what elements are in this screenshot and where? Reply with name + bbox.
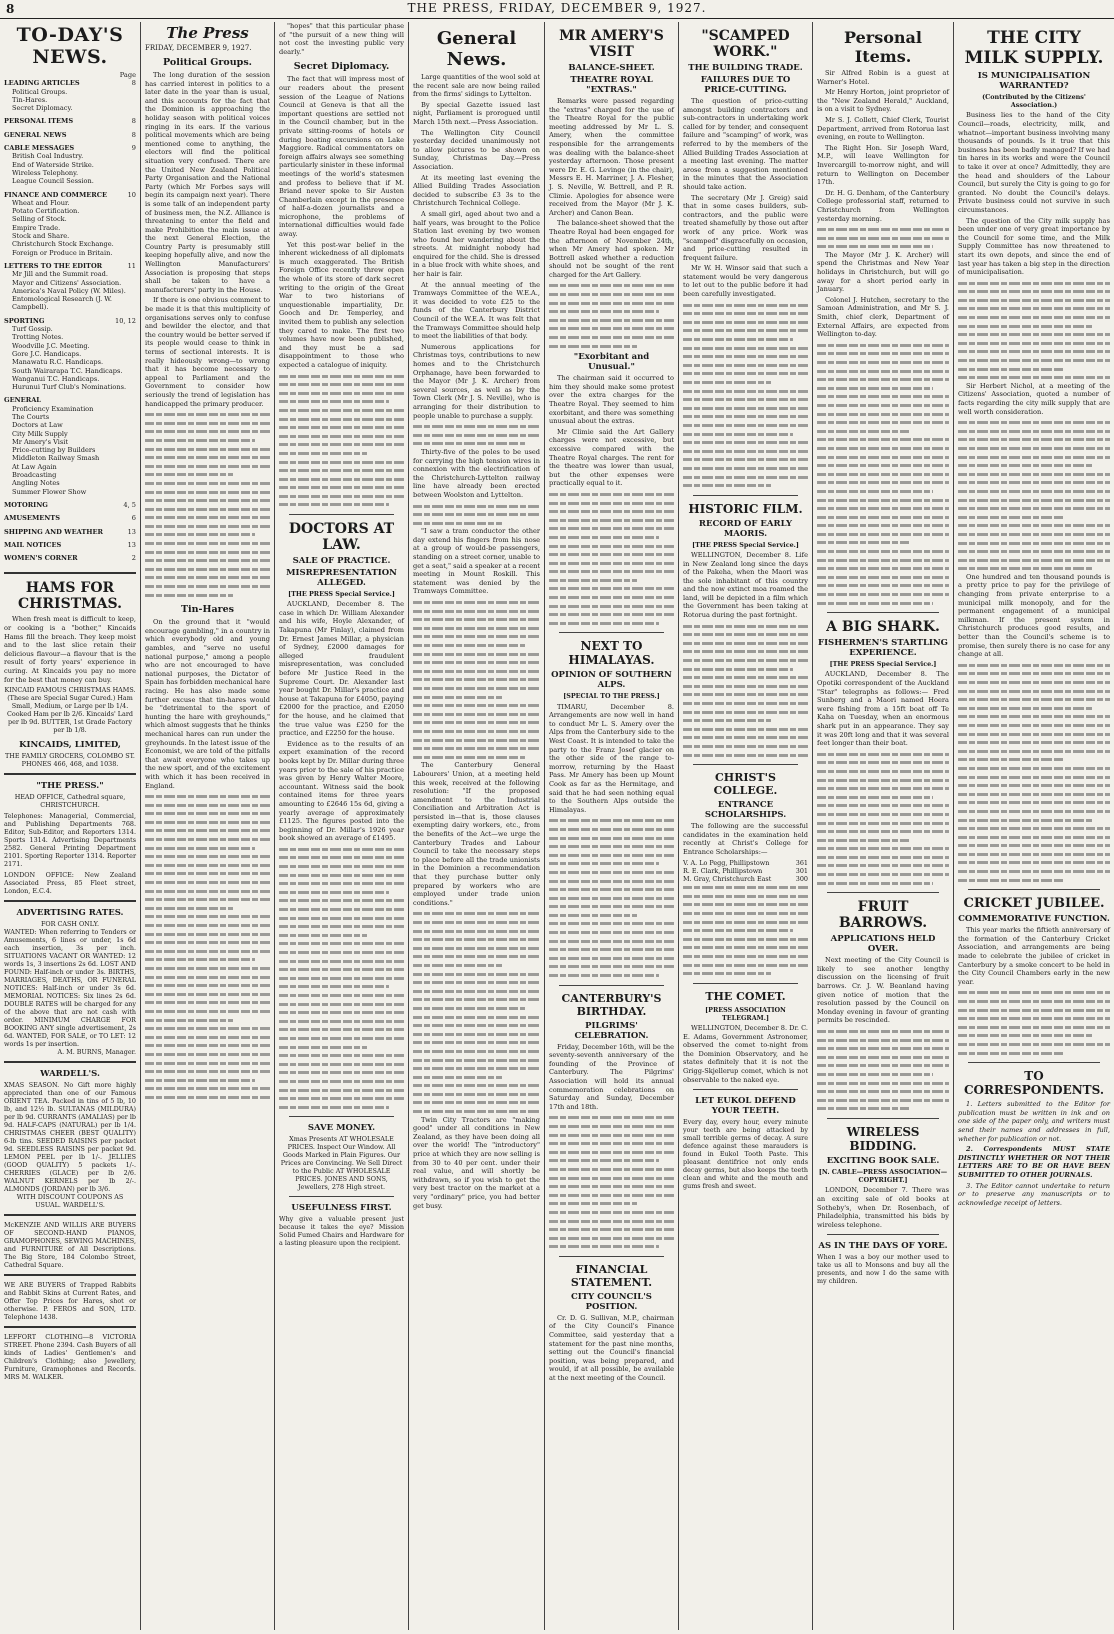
wireless-bidding-special: [N. CABLE—PRESS ASSOCIATION—COPYRIGHT.]: [818, 1167, 948, 1185]
personal-item: Colonel J. Hutchen, secretary to the Samoan Administration, and Mr S. J. Smith, chief clerk, Department of External Affairs, are expected from Wellington to-day.: [817, 295, 949, 339]
wardell-text: XMAS SEASON. No Gift more highly appreciated than one of our Famous ORIENT TEA. Packed in tins of 5 lb, 10 lb, and 12½ lb. SULTANAS (MILDURA) per lb 9d. CURRANTS (AMALIAS) per lb 9d. HALF-CAPS (NATURAL) per lb 1/4. CHRISTMAS CHEER (BEST QUALITY) 6-lb tins. SEEDED RAISINS per packet 9d. SEEDLESS RAISINS per packet 9d. LEMON PEEL per lb 1/-. JELLIES (GOOD QUALITY) 5 packets 1/-. CHERRIES (GLACE) per lb 2/6. WALNUT KERNELS per lb 2/-. ALMONDS (JORDAN) per lb 3/6.: [4, 1081, 136, 1194]
index-section-label: MAIL NOTICES: [4, 540, 62, 549]
article-para: The chairman said it occurred to him they should make some protest over the extra charges for the Theatre Royal. They seemed to him exorbitant, and there was something unusual about the extras.: [549, 374, 674, 426]
usefulness-ad-title: USEFULNESS FIRST.: [291, 1203, 392, 1214]
index-subitem: Christchurch Stock Exchange.: [12, 240, 114, 249]
index-section: [4, 554, 136, 562]
index-subitem: Empire Trade.: [12, 223, 61, 232]
personal-item: The Right Hon. Sir Joseph Ward, M.P., will leave Wellington for Invercargill to-morrow night, and will return to Wellington on December 17th.: [817, 143, 949, 187]
index-section-label: MOTORING: [4, 500, 48, 509]
eukol-ad-title: LET EUKOL DEFEND YOUR TEETH.: [695, 1096, 796, 1117]
index-section-label: SPORTING: [4, 316, 45, 325]
index-subitem: Middleton Railway Smash: [12, 454, 100, 463]
doctors-special: [THE PRESS Special Service.]: [288, 590, 395, 599]
index-subitem: Political Groups.: [12, 87, 68, 96]
index-section-label: PERSONAL ITEMS: [4, 117, 74, 126]
index-subitem: League Council Session.: [12, 177, 94, 186]
index-subitem: End of Waterside Strike.: [12, 160, 94, 169]
comet-headline: THE COMET.: [705, 989, 786, 1003]
article-para: Next meeting of the City Council is likely to see another lengthy discussion on the licensing of fruit barrows. Cr. J. W. Beanland having given notice of motion that the resolution passed by the Council on Monday evening in favour of granting permits be rescinded.: [817, 956, 949, 1025]
article-para: Remarks were passed regarding the "extras" charged for the use of the Theatre Royal for the public meeting addressed by Mr L. S. Amery, when the committee responsible for the arrangements was dealing with the balance-sheet yesterday afternoon. Those present were Dr. E. G. Levinge (in the chair), Messrs E. H. Marriner, J. A. Flesher, J. S. Neville, W. Bettrell, and P. R. Climie. Apologies for absence were received from the Mayor (Mr J. K. Archer) and Canon Bean.: [549, 97, 674, 217]
article-para: The balance-sheet showed that the Theatre Royal had been engaged for the afternoon of November 24th, when Mr Amery had spoken. Mr Bottrell asked whether a reduction should not be sought of the rent charged for the Art Gallery.: [549, 219, 674, 279]
city-milk-sub: IS MUNICIPALISATION WARRANTED?: [977, 71, 1091, 91]
index-subitem: The Courts: [12, 412, 50, 421]
editorial-date: FRIDAY, DECEMBER 9, 1927.: [145, 44, 252, 52]
scamped-headline: "SCAMPED WORK.": [701, 28, 790, 60]
scholar-marks: 301: [795, 866, 808, 875]
index-subitem: Gore J.C. Handicaps.: [12, 349, 82, 358]
index-section-label: AMUSEMENTS: [4, 514, 60, 523]
personal-item: Sir Alfred Robin is a guest at Warner's Hotel.: [817, 69, 949, 86]
scholar-marks: 361: [795, 858, 808, 867]
news-item: Thirty-five of the poles to be used for carrying the high tension wires in connexion with the electrification of the Christchurch-Lyttelton railway line have already been erected between Woolston and Lyttelton.: [413, 447, 540, 499]
column-editorial-1: [140, 22, 274, 1630]
press-title: "THE PRESS.": [36, 781, 104, 792]
column-todays-news: [0, 22, 140, 1630]
editorial-para: The fact that will impress most of our readers about the present session of the League of Nations Council at Geneva is that all the important questions are settled not in the Council chamber, but in the private sitting-rooms of hotels or during boating excursions on Lake Maggiore. Radical commentators on foreign affairs always see something particularly sinister in these informal meetings of the world's statesmen and profess to believe that if M. Briand never spoke to Sir Austen Chamberlain except in the presence of half-a-dozen journalists and a microphone, the problems of international difficulties would fade away.: [279, 75, 404, 239]
article-para: The question of price-cutting amongst building contractors and sub-contractors in undertaking work called for by tender, and consequent failure and "scamping" of work, was referred to by the members of the Allied Building Trades Association at a meeting last evening. The matter arose from a suggestion mentioned in the minutes that the Association should take action.: [683, 97, 808, 191]
article-para: Sir Herbert Nichol, at a meeting of the Citizens' Association, quoted a number of facts regarding the city milk supply that are well worth consideration.: [958, 381, 1110, 416]
index-section-label: GENERAL NEWS: [4, 130, 67, 139]
index-subitem: Entomological Research (J. W. Campbell).: [12, 295, 113, 312]
index-subitem: Stock and Share.: [12, 232, 70, 241]
scholar-name: V. A. Lo Pegg, Phillipstown: [683, 858, 770, 867]
column-editorial-2: [274, 22, 408, 1630]
index-section-page: 4, 5: [123, 500, 136, 509]
index-section-page: 11: [127, 261, 136, 270]
editorial-head-political-groups: Political Groups.: [163, 57, 252, 68]
article-para: AUCKLAND, December 8. The case in which Dr. William Alexander and his wife, Hoyle Alexander, of Takapuna (Mr Finlay), claimed from Dr. Ernest James Millar, a physician of Sydney, £2000 damages for alleged fraudulent misrepresentation, was concluded before Mr Justice Reed in the Supreme Court. Dr. Alexander last year bought Dr. Millar's practice and house at Takapuna for £4050, paying £2000 for the practice, and £2050 for the house, and he claimed that the true value was £250 for the practice, and £2250 for the house.: [279, 600, 404, 738]
himalayas-headline: NEXT TO HIMALAYAS.: [568, 639, 655, 668]
scholarship-list: [683, 859, 808, 884]
news-item: At the annual meeting of the Tramways Committee of the W.E.A., it was decided to vote £25 to the funds of the Canterbury District Council of the W.E.A. It was felt that the Tramways Committee should help to meet the liabilities of that body.: [413, 280, 540, 341]
himalayas-sub: OPINION OF SOUTHERN ALPS.: [551, 670, 672, 691]
column-scamped-work: [678, 22, 812, 1630]
index-section: [4, 514, 136, 522]
scholar-name: M. Gray, Christchurch East: [683, 874, 772, 883]
index-subitem: Mr Jill and the Summit road.: [12, 270, 108, 279]
index-header-row: Page: [119, 71, 136, 79]
news-item: By special Gazette issued last night, Parliament is prorogued until March 15th next.—Press Association.: [413, 100, 540, 126]
wireless-bidding-headline: WIRELESS BIDDING.: [846, 1124, 920, 1153]
personal-item: The Mayor (Mr J. K. Archer) will spend the Christmas and New Year holidays in Christchurch, but will go away for a short period early in January.: [817, 250, 949, 294]
index-subitem: Mayor and Citizens' Association.: [12, 278, 122, 287]
kincaids-address: THE FAMILY GROCERS, COLOMBO ST. PHONES 466, 468, and 1038.: [5, 752, 135, 769]
index-subitem: South Wairarapa T.C. Handicaps.: [12, 366, 123, 375]
index-section-page: 2: [131, 554, 136, 563]
correspondents-rule: 1. Letters submitted to the Editor for publication must be written in ink and on one side of the paper only, and writers must send their names and addresses in full, whether for publication or not.: [958, 1100, 1110, 1143]
index-section-page: 9: [131, 144, 136, 153]
article-para: Mr Climie said the Art Gallery charges were not excessive, but excessive compared with the Theatre Royal charges. The rent for the theatre was lower than usual, but the other expenses were practically equal to it.: [549, 427, 674, 488]
index-list: [4, 79, 136, 567]
running-header: [0, 0, 1114, 19]
personal-items-headline: Personal Items.: [844, 28, 922, 66]
article-para: AUCKLAND, December 8. The Opotiki correspondent of the Auckland "Star" telegraphs as follows:— Fred Sunberg and a Maori named Hoera were fishing from a 15ft boat off Te Kaha on Tuesday, when an enormous shark put in an appearance. They say it was 20ft long and that it was several feet longer than their boat.: [817, 670, 949, 748]
save-money-ad-text: Xmas Presents AT WHOLESALE PRICES. Inspect Our Window. All Goods Marked in Plain Figures. Our Prices are Convincing. We Sell Direct to the Public AT WHOLESALE PRICES. JONES AND SONS, Jewellers, 278 High street.: [280, 1135, 403, 1192]
index-section: [4, 117, 136, 125]
news-item: Twin City Tractors are "making good" under all conditions in New Zealand, as they have been doing all over the world! The "introductory" price at which they are now selling is from 30 to 40 per cent. under their real value, and will shortly be withdrawn, so if you wish to get the very best tractor on the market at a very "ordinary" price, you had better get busy.: [413, 1115, 540, 1210]
index-section-page: 10, 12: [115, 316, 136, 325]
column-personal-items: [812, 22, 953, 1630]
index-subitem: Secret Diplomacy.: [12, 104, 73, 113]
news-item: Large quantities of the wool sold at the recent sale are now being railed from the firms' sidings to Lyttelton.: [413, 73, 540, 99]
scholarship-row: [683, 867, 808, 875]
correspondents-rule: 3. The Editor cannot undertake to return or to preserve any manuscripts or to acknowledge receipt of letters.: [958, 1181, 1110, 1207]
column-general-news: [408, 22, 544, 1630]
index-section-page: 10: [127, 190, 136, 199]
column-amery: [544, 22, 678, 1630]
feros-ad: WE ARE BUYERS of Trapped Rabbits and Rabbit Skins at Current Rates, and Offer Top Prices for Hares, shot or otherwise. P. FEROS and SON, LTD. Telephone 1438.: [4, 1281, 136, 1322]
adrates-title: ADVERTISING RATES.: [16, 908, 124, 919]
news-item: At its meeting last evening the Allied Building Trades Association decided to subscribe £3 3s to the Christchurch Technical College.: [413, 173, 540, 208]
column-city-milk: [953, 22, 1114, 1630]
todays-news-title: TO-DAY'S NEWS.: [16, 24, 124, 68]
index-section-page: 8: [131, 79, 136, 88]
index-section: [4, 79, 136, 87]
days-of-yore-ad-text: When I was a boy our mother used to take us all to Monsons and buy all the presents, and now I do the same with my children.: [817, 1253, 949, 1286]
article-para: LONDON, December 7. There was an exciting sale of old books at Sotheby's, when Dr. Rosenbach, of Philadelphia, transmitted his bids by wireless telephone.: [817, 1186, 949, 1229]
press-nameplate: The Press: [166, 24, 249, 42]
index-subitem: Turf Gossip.: [12, 325, 53, 334]
index-subitem: Tin-Hares.: [12, 95, 48, 104]
page-number: 8: [6, 2, 15, 16]
index-subitem: Manawatu R.C. Handicaps.: [12, 358, 104, 367]
article-para: The following are the successful candidates in the examination held recently at Christ's College for Entrance Scholarships:—: [683, 822, 808, 856]
article-para: The question of the City milk supply has been under one of very great importance by the Council for some time, and the Milk Supply Committee has now threatened to start its own depots, and since the end of last year has taken a big step in the direction of municipalisation.: [958, 216, 1110, 277]
index-section-page: 8: [131, 130, 136, 139]
scholar-marks: 300: [795, 874, 808, 883]
index-subitem: Angling Notes: [12, 479, 60, 488]
article-para: Mr W. H. Winsor said that such a statement would be very dangerous to let out to the public before it had been carefully investigated.: [683, 264, 808, 299]
adrates-sub: FOR CASH ONLY.: [40, 920, 100, 929]
editorial-head-secret-diplomacy: Secret Diplomacy.: [293, 61, 390, 73]
article-para: WELLINGTON, December 8. Life in New Zealand long since the days of the Pakeha, when the Maori was the sole inhabitant of this country and the now extinct moa roamed the land, will be depicted in a film which the Government has been taking at Rotorua during the past fortnight.: [683, 550, 808, 620]
city-milk-contrib: (Contributed by the Citizens' Association.): [982, 93, 1086, 110]
index-subitem: Wheat and Flour.: [12, 198, 70, 207]
leffort-ad: LEFFORT CLOTHING—8 VICTORIA STREET. Phone 2394. Cash Buyers of all kinds of Ladies' Gentlemen's and Children's Clothing; also Jewellery, Furniture, Gramophones and Records. MRS M. WALKER.: [4, 1333, 136, 1382]
telephones: Telephones: Managerial, Commercial, and Publishing Departments 768. Editor, Sub-Editor, and Reporters 1314. Sports 1314. Advertising Departments 2582. General Printing Department 2101. Sporting Reporter 1314. Reporter 2171.: [4, 812, 136, 869]
hams-title: HAMS FOR CHRISTMAS.: [18, 580, 122, 613]
historic-film-sub: RECORD OF EARLY MAORIS.: [698, 518, 793, 539]
index-section-label: SHIPPING AND WEATHER: [4, 527, 104, 536]
comet-special: [PRESS ASSOCIATION TELEGRAM.]: [705, 1005, 786, 1022]
news-item: Numerous applications for Christmas toys, contributions to new homes and to the Christchurch Orphanage, have been forwarded to the Mayor (Mr J. K. Archer) from several sources, as well as by the Town Clerk (Mr J. S. Neville), who is arranging for their distribution to people unable to purchase a supply.: [413, 342, 540, 420]
canterbury-sub: PILGRIMS' CELEBRATION.: [574, 1020, 649, 1041]
amery-sub2: THEATRE ROYAL "EXTRAS.": [570, 75, 653, 95]
news-item: A small girl, aged about two and a half years, was brought to the Police Station last evening by two women who found her wandering about the streets. At midnight nobody had enquired for the child. She is dressed in a blue frock with white shoes, and her hair is fair.: [413, 209, 540, 279]
index-section: [4, 262, 136, 270]
index-subitem: Woodville J.C. Meeting.: [12, 341, 90, 350]
news-item: "I saw a tram conductor the other day extend his fingers from his nose at a group of would-be passengers, standing on a street corner, unable to get a seat," said a speaker at a recent meeting in Mount Roskill. This statement was denied by the Tramways Committee.: [413, 527, 540, 596]
index-subitem: Price-cutting by Builders: [12, 446, 96, 455]
index-section-page: 8: [131, 117, 136, 126]
personal-item: Dr. H. G. Denham, of the Canterbury College professorial staff, returned to Christchurch from Wellington yesterday morning.: [817, 188, 949, 223]
hams-text: When fresh meat is difficult to keep, or cooking is a "bother," Kincaids Hams fill the breach. They keep moist and to the last slice retain their delicious flavour—a flavour that is the result of forty years' experience in curing. At Kincaids you pay no more for the best that money can buy.: [4, 615, 136, 684]
london-office: LONDON OFFICE: New Zealand Associated Press, 85 Fleet street, London, E.C.4.: [4, 871, 136, 896]
christs-college-headline: CHRIST'S COLLEGE.: [713, 771, 778, 798]
hams-price-list: KINCAID FAMOUS CHRISTMAS HAMS. (These are Special Sugar Cured.) Ham Small, Medium, or Large per lb 1/4. Cooked Ham per lb 2/6. Kincaids' Lard per lb 9d. BUTTER, 1st Grade Factory per lb 1/8.: [4, 686, 136, 735]
index-section-label: LETTERS TO THE EDITOR: [4, 261, 103, 270]
index-subitem: Hurunui Turf Club's Nominations.: [12, 383, 127, 392]
index-subitem: City Milk Supply: [12, 429, 68, 438]
index-section-label: WOMEN'S CORNER: [4, 554, 78, 563]
article-para: One hundred and ten thousand pounds is a pretty price to pay for the privilege of changing from private enterprise to a municipal milk monopoly, and for the permanent engagement of a municipal milkman. If the present system in Christchurch produces good results, and better than the Council's scheme is to promise, then surely there is no case for any change at all.: [958, 572, 1110, 659]
doctors-sub2: MISREPRESENTATION ALLEGED.: [286, 568, 397, 589]
correspondents-headline: TO CORRESPONDENTS.: [963, 1069, 1105, 1098]
mckenzie-ad: McKENZIE AND WILLIS ARE BUYERS OF SECOND-HAND PIANOS, GRAMOPHONES, SEWING MACHINES, and FURNITURE of All Descriptions. The Big Store, 184 Colombo Street, Cathedral Square.: [4, 1221, 136, 1270]
index-section: [4, 396, 136, 404]
news-item: The Wellington City Council yesterday decided unanimously not to allow pictures to be shown on Sunday, Christmas Day.—Press Association.: [413, 128, 540, 171]
manager: A. M. BURNS, Manager.: [57, 1048, 136, 1057]
article-para: Friday, December 16th, will be the seventy-seventh anniversary of the founding of the Province of Canterbury. The Pilgrims' Association will hold its annual commemoration celebrations on Saturday and Sunday, December 17th and 18th.: [549, 1042, 674, 1111]
christs-college-sub: ENTRANCE SCHOLARSHIPS.: [704, 800, 787, 821]
article-para: Business lies to the hand of the City Council—roads, electricity, milk, and whatnot—important business involving many thousands of pounds. Is it true that this business has been badly managed? If we had tin hares in its works and were the Council to take it over at once? Admittedly, they are the head and shoulders of the Labour Council, but surely the City is going to go for granted. No doubt the Council's delays. Private business could not survive in such circumstances.: [958, 111, 1110, 214]
index-subitem: Broadcasting: [12, 471, 57, 480]
eukol-ad-text: Every day, every hour, every minute your teeth are being attacked by small terrible germs of decay. A sure defence against these marauders is found in Eukol Tooth Paste. This pleasant dentifrice not only ends decay germs, but also keeps the teeth clean and white and the mouth and gums fresh and sweet.: [683, 1118, 808, 1191]
general-news-headline: General News.: [436, 28, 517, 70]
wardell-footer: WITH DISCOUNT COUPONS AS USUAL. WARDELL'S.: [16, 1193, 124, 1210]
big-shark-headline: A BIG SHARK.: [826, 619, 940, 636]
amery-crosshead: "Exorbitant and Unusual.": [573, 352, 650, 373]
index-section: [4, 541, 136, 549]
doctors-sub1: SALE OF PRACTICE.: [292, 556, 391, 567]
index-section: [4, 501, 136, 509]
index-section-label: CABLE MESSAGES: [4, 144, 75, 153]
save-money-ad-title: SAVE MONEY.: [307, 1123, 376, 1134]
big-shark-special: [THE PRESS Special Service.]: [829, 660, 937, 669]
index-section: [4, 317, 136, 325]
index-section: [4, 528, 136, 536]
index-subitem: Summer Flower Show: [12, 487, 87, 496]
index-section: [4, 131, 136, 139]
scamped-sub1: THE BUILDING TRADE.: [688, 63, 803, 73]
index-subitem: Proficiency Examination: [12, 404, 94, 413]
fruit-barrows-sub: APPLICATIONS HELD OVER.: [830, 934, 936, 955]
himalayas-special: [SPECIAL TO THE PRESS.]: [563, 692, 660, 701]
correspondents-rule: 2. Correspondents MUST STATE DISTINCTLY WHETHER OR NOT THEIR LETTERS ARE TO BE OR HAVE BEEN SUBMITTED TO OTHER JOURNALS.: [958, 1145, 1110, 1179]
kincaids-name: KINCAIDS, LIMITED,: [19, 740, 121, 751]
editorial-para: If there is one obvious comment to be made it is that this multiplicity of organisations serves only to confuse and bewilder the elector, and that the country would be better served if its people would cease to think in terms of sectional interests. It is really hideously wrong—to wrong that it has become necessary to appeal to Parliament and the Government to consider how seriously the trend of legislation has handicapped the primary producer.: [145, 296, 270, 408]
index-subitem: British Coal Industry.: [12, 152, 84, 161]
days-of-yore-ad-title: AS IN THE DAYS OF YORE.: [818, 1241, 948, 1252]
fruit-barrows-headline: FRUIT BARROWS.: [838, 899, 928, 932]
scamped-sub2: FAILURES DUE TO PRICE-CUTTING.: [700, 75, 791, 95]
index-section-page: 13: [127, 527, 136, 536]
scholarship-row: [683, 859, 808, 867]
cricket-jubilee-sub: COMMEMORATIVE FUNCTION.: [958, 914, 1110, 925]
index-section-label: LEADING ARTICLES: [4, 79, 80, 88]
scholarship-row: [683, 875, 808, 883]
editorial-para: The long duration of the session has carried interest in politics to a later date in the year than is usual, and this accounts for the fact that the Dominion is approaching the holiday season with political voices ringing in its ears. If the various political movements which are being mentioned come to anything, the electors will find the political situation very confused. There are the United New Zealand Political Party Organisation and the National Party (which Mr Forbes says will begin its campaign next year). There is some talk of an independent party of business men, the N.Z. Alliance is threatening to enter the field and make Prohibition the main issue at the next General Election, the Country Party is presumably still keeping hopefully alive, and now the Wellington Manufacturers' Association is proposing that steps shall be taken to have a manufacturers' party in the House.: [145, 71, 270, 294]
canterbury-headline: CANTERBURY'S BIRTHDAY.: [561, 991, 662, 1018]
city-milk-headline: THE CITY MILK SUPPLY.: [964, 28, 1104, 68]
index-subitem: Trotting Notes.: [12, 333, 64, 342]
amery-headline: MR AMERY'S VISIT: [559, 28, 664, 60]
historic-film-special: [THE PRESS Special Service.]: [692, 540, 799, 549]
index-subitem: Wanganui T.C. Handicaps.: [12, 374, 100, 383]
index-subitem: Doctors at Law: [12, 421, 63, 430]
index-subitem: Wireless Telephony.: [12, 168, 79, 177]
press-office: HEAD OFFICE, Cathedral square, CHRISTCHURCH.: [14, 793, 126, 810]
wireless-bidding-sub: EXCITING BOOK SALE.: [826, 1155, 940, 1166]
article-para: WELLINGTON, December 8. Dr. C. E. Adams, Government Astronomer, observed the comet to-night from the Dominion Observatory, and he states definitely that it is not the Grigg-Skjellerup comet, which is not observable to the naked eye.: [683, 1024, 808, 1084]
editorial-para: On the ground that it "would encourage gambling," in a country in which everybody old and young gambles, and "serve no useful national purpose," among a people who are not encouraged to have national purposes, the Dictator of Spain has forbidden mechanical hare racing. He has also made some further excuse that tin-hares would be "detrimental to the sport of hunting the hare with greyhounds," which almost suggests that he thinks mechanical hares can run under the greyhounds. In the latest issue of the Economist, we are told of the pitfalls that await everyone who takes up the new sport, and of the excitement with which it has been received in England.: [145, 618, 270, 790]
index-section-label: GENERAL: [4, 396, 41, 405]
masthead: THE PRESS, FRIDAY, DECEMBER 9, 1927.: [407, 1, 707, 15]
news-index: [4, 71, 136, 567]
article-para: The secretary (Mr J. Greig) said that in some cases builders, sub-contractors, and the public were treated shamefully by those out after work of any price. Work was "scamped" disgracefully on occasion, and price-cutting resulted in frequent failure.: [683, 193, 808, 262]
index-subitem: Mr Amery's Visit: [12, 437, 68, 446]
cricket-jubilee-headline: CRICKET JUBILEE.: [963, 896, 1105, 912]
index-section-page: 13: [127, 540, 136, 549]
index-subitem: Potato Certification.: [12, 207, 80, 216]
big-shark-sub: FISHERMEN'S STARTLING EXPERIENCE.: [818, 638, 948, 659]
index-subitem: At Law Again: [12, 462, 57, 471]
adrates-text: WANTED: When referring to Tenders or Amusements, 6 lines or under, 1s 6d each insertion, 3s per inch. SITUATIONS VACANT OR WANTED: 12 words 1s, 3 insertions 2s 6d. LOST AND FOUND: Half-inch or under 3s. BIRTHS, MARRIAGES, DEATHS, OR FUNERAL NOTICES: Half-inch or under 3s 6d. MEMORIAL NOTICES: Six lines 2s 6d. DOUBLE RATES will be charged for any of the above that are not cash with order. MINIMUM CHARGE FOR BOOKING ANY single advertisement, 2s 6d. WANTED, FOR SALE, or TO LET: 12 words 1s per insertion.: [4, 928, 136, 1049]
editorial-para: Yet this post-war belief in the inherent wickedness of all diplomats is much exaggerated. The British Foreign Office recently threw open the whole of its store of dark secret writing to the origin of the Great War to two historians of unquestionable impartiality, Dr. Gooch and Dr. Temperley, and invited them to publish any selection they cared to make. The first two volumes have now been published, and they must be a sad disappointment to those who expected a catalogue of iniquity.: [279, 240, 404, 369]
article-para: Cr. D. G. Sullivan, M.P., chairman of the City Council's Finance Committee, said yesterday that a statement for the past nine months, setting out the Council's financial position, was being prepared, and would, if at all possible, be available at the next meeting of the Council.: [549, 1313, 674, 1383]
index-section: [4, 144, 136, 152]
article-para: Evidence as to the results of an expert examination of the record books kept by Dr. Millar during three years prior to the sale of his practice was given by Henry Walter Moore, accountant. Witness said the book contained items for three years amounting to £2646 15s 6d, giving a yearly average of approximately £1125. The figures posted into the beginning of Dr. Millar's 1926 year book showed an average of £1495.: [279, 739, 404, 843]
usefulness-ad-text: Why give a valuable present just because it takes the eye? Mission Solid Fumed Chairs and Hardware for a lasting pleasure upon the recipient.: [279, 1215, 404, 1248]
index-section-page: 6: [131, 514, 136, 523]
personal-item: Mr S. J. Collett, Chief Clerk, Tourist Department, arrived from Rotorua last evening, en route to Wellington.: [817, 115, 949, 142]
editorial-head-tin-hares: Tin-Hares: [180, 604, 235, 616]
index-subitem: Selling of Stock.: [12, 215, 67, 224]
index-subitem: Foreign or Produce in Britain.: [12, 248, 113, 257]
index-section: [4, 191, 136, 199]
index-section-label: FINANCE AND COMMERCE: [4, 190, 108, 199]
index-subitem: America's Naval Policy (W. Miles).: [12, 286, 126, 295]
article-para: This year marks the fiftieth anniversary of the formation of the Canterbury Cricket Association, and arrangements are being made to celebrate the jubilee of cricket in Canterbury by a smoke concert to be held in the City Council Chambers early in the new year.: [958, 926, 1110, 986]
historic-film-headline: HISTORIC FILM.: [688, 501, 803, 516]
personal-item: Mr Henry Horton, joint proprietor of the "New Zealand Herald," Auckland, is on a visit to Sydney.: [817, 88, 949, 114]
financial-sub: CITY COUNCIL'S POSITION.: [571, 1291, 652, 1312]
scholar-name: R. E. Clark, Phillipstown: [683, 866, 763, 875]
news-item: The Canterbury General Labourers' Union, at a meeting held this week, received at the following resolution: "If the proposed amendment to the Industrial Conciliation and Arbitration Act is persisted in—that is, those clauses exempting dairy workers, etc., from the benefits of the Act—we urge the Canterbury Trades and Labour Council to take the necessary steps to place before all the trade unionists in the Dominion a recommendation that they purchase butter only prepared by workers who are employed under trade union conditions.": [413, 761, 540, 907]
editorial-para: "hopes" that this particular phase of "the pursuit of a new thing will not cost the investing public very dearly.": [279, 22, 404, 56]
financial-headline: FINANCIAL STATEMENT.: [570, 1262, 653, 1289]
amery-sub1: BALANCE-SHEET.: [568, 63, 655, 73]
article-para: TIMARU, December 8. Arrangements are now well in hand to conduct Mr L. S. Amery over the Alps from the Canterbury side to the West Coast. It is intended to take the party to the Franz Josef glacier on the other side of the range to-morrow, returning by the Haast Pass. Mr Amery has been up Mount Cook as far as the Hermitage, and said that he had seen nothing equal to the Southern Alps outside the Himalayas.: [549, 702, 674, 814]
wardell-title: WARDELL'S.: [40, 1069, 100, 1080]
doctors-at-law-headline: DOCTORS AT LAW.: [288, 521, 395, 554]
